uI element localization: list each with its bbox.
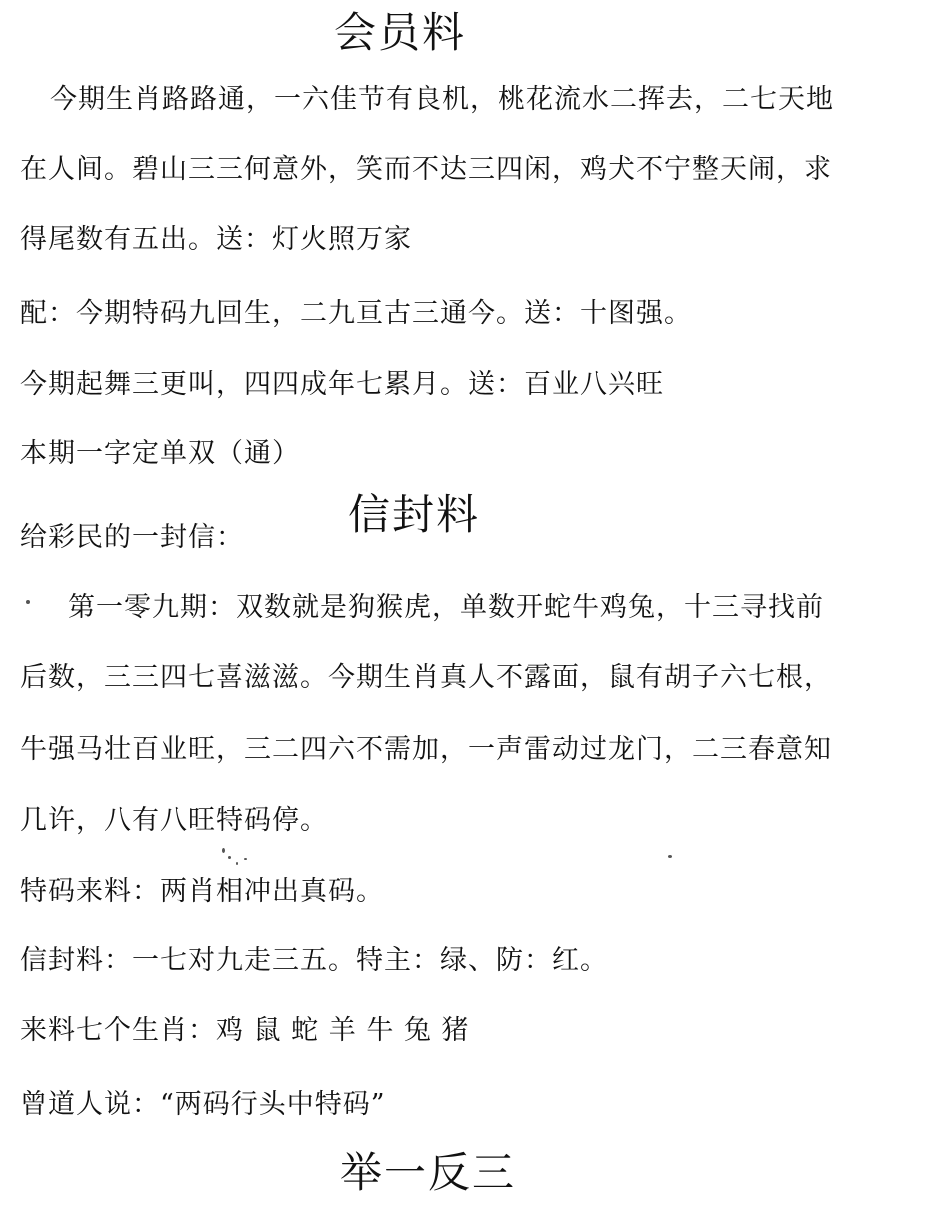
qiwu-line: 今期起舞三更叫，四四成年七累月。送：百业八兴旺 (20, 369, 664, 400)
scan-speck (236, 862, 238, 865)
xinfeng-line: 信封料：一七对九走三五。特主：绿、防：红。 (20, 945, 608, 976)
heading-envelope-tips: 信封料 (348, 490, 481, 539)
paragraph-line: 几许，八有八旺特码停。 (20, 805, 328, 836)
danshuang-line: 本期一字定单双（通） (20, 438, 300, 469)
scan-speck (26, 600, 30, 604)
scan-speck (228, 856, 231, 859)
heading-member-tips: 会员料 (334, 8, 467, 57)
zeng-line: 曾道人说：“两码行头中特码” (20, 1089, 386, 1120)
paragraph-line: 牛强马壮百业旺，三二四六不需加，一声雷动过龙门，二三春意知 (20, 734, 832, 765)
scan-speck (668, 855, 672, 858)
scan-speck (222, 848, 225, 853)
qige-line: 来料七个生肖：鸡 鼠 蛇 羊 牛 兔 猪 (20, 1015, 470, 1046)
paragraph-line: 第一零九期：双数就是狗猴虎，单数开蛇牛鸡兔，十三寻找前 (68, 592, 824, 623)
scan-speck (244, 858, 247, 860)
tema-line: 特码来料：两肖相冲出真码。 (20, 876, 384, 907)
heading-inference: 举一反三 (340, 1148, 517, 1197)
pei-line: 配：今期特码九回生，二九亘古三通今。送：十图强。 (20, 298, 692, 329)
letter-intro: 给彩民的一封信： (20, 522, 244, 553)
paragraph-line: 得尾数有五出。送：灯火照万家 (20, 224, 412, 255)
paragraph-line: 后数，三三四七喜滋滋。今期生肖真人不露面，鼠有胡子六七根， (20, 662, 832, 693)
paragraph-line: 在人间。碧山三三何意外，笑而不达三四闲，鸡犬不宁整天闹，求 (20, 154, 832, 185)
paragraph-line: 今期生肖路路通，一六佳节有良机，桃花流水二挥去，二七天地 (50, 84, 834, 115)
